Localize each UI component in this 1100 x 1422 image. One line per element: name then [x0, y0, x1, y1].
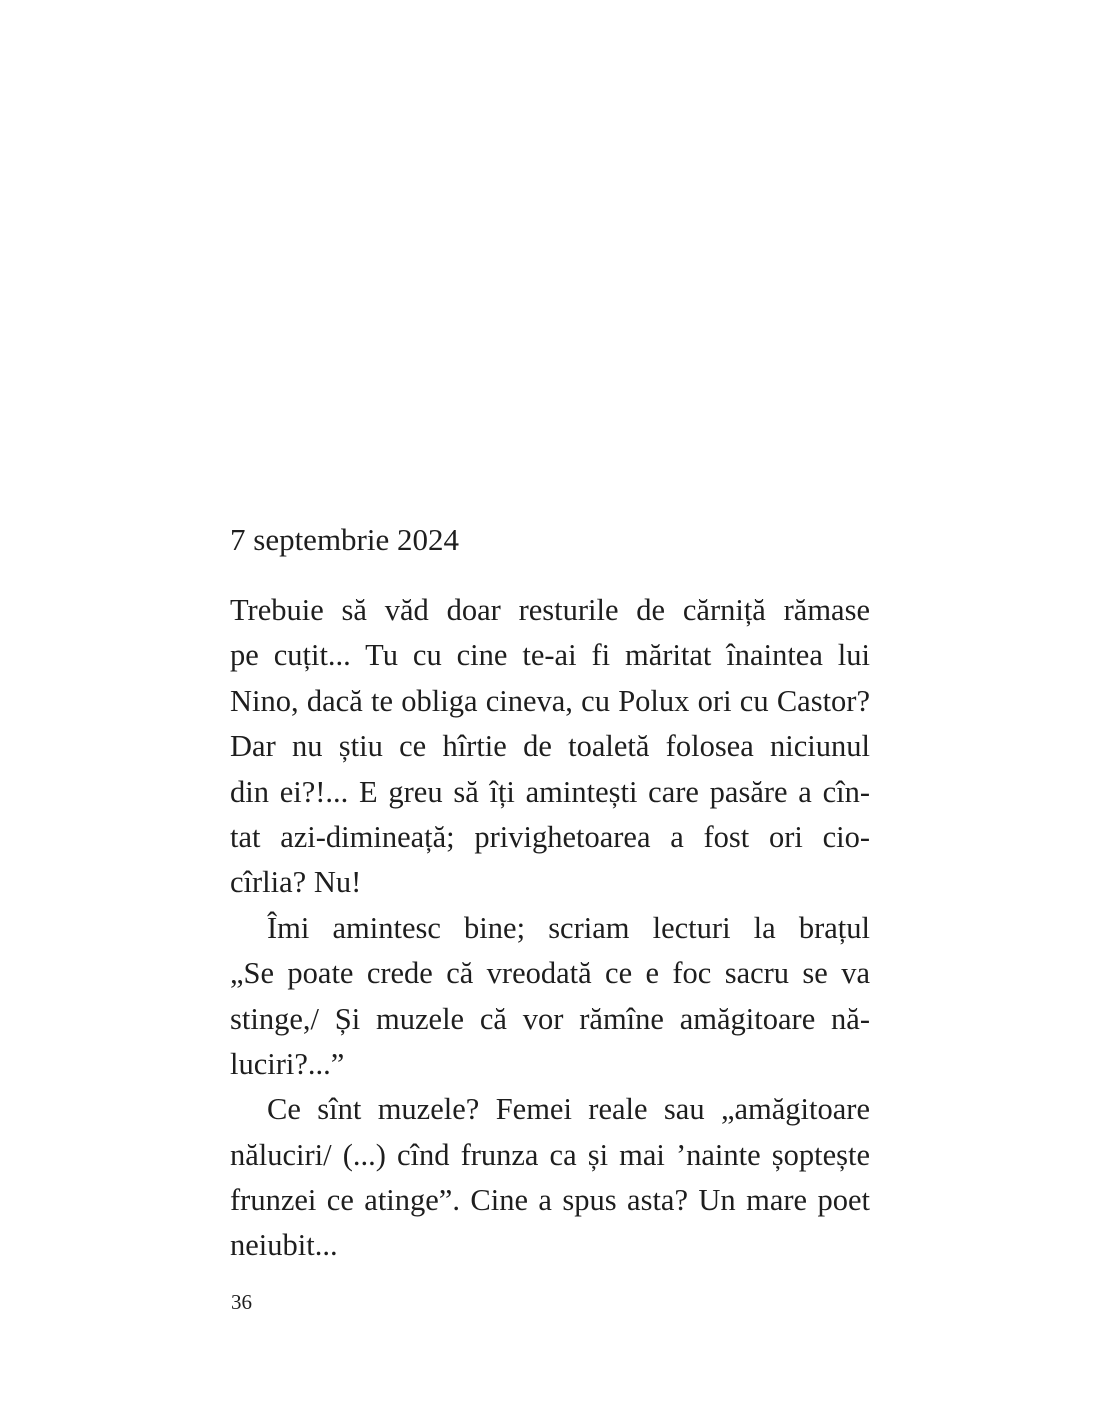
paragraph [230, 1087, 870, 1269]
text-line: năluciri/ (...) cînd frunza ca și mai ’nainte șoptește [230, 1137, 870, 1172]
text-line: Îmi amintesc bine; scriam lecturi la brațul [267, 910, 870, 945]
text-line: Nino, dacă te obliga cineva, cu Polux ori cu Castor? [230, 683, 870, 718]
paragraph [230, 906, 870, 1088]
text-line: tat azi-dimineață; privighetoarea a fost ori cio- [230, 819, 870, 854]
text-line: frunzei ce atinge”. Cine a spus asta? Un mare poet [230, 1183, 870, 1218]
text-line: pe cuțit... Tu cu cine te-ai fi măritat înaintea lui [230, 638, 870, 673]
entry-date: 7 septembrie 2024 [230, 522, 460, 557]
text-line: neiubit... [230, 1228, 338, 1263]
text-line: Trebuie să văd doar resturile de cărniță rămase [230, 593, 870, 627]
text-line: Dar nu știu ce hîrtie de toaletă folosea niciunul [230, 729, 870, 764]
text-line: luciri?...” [230, 1046, 345, 1081]
text-line: stinge,/ Și muzele că vor rămîne amăgitoare nă- [230, 1001, 870, 1036]
page-number: 36 [231, 1290, 252, 1314]
text-line: din ei?!... E greu să îți amintești care pasăre a cîn- [230, 774, 870, 809]
text-line: Ce sînt muzele? Femei reale sau „amăgitoare [267, 1092, 870, 1127]
paragraph [230, 588, 870, 906]
text-line: „Se poate crede că vreodată ce e foc sacru se va [230, 956, 870, 991]
entry-body [230, 588, 870, 1269]
text-line: cîrlia? Nu! [230, 865, 362, 900]
